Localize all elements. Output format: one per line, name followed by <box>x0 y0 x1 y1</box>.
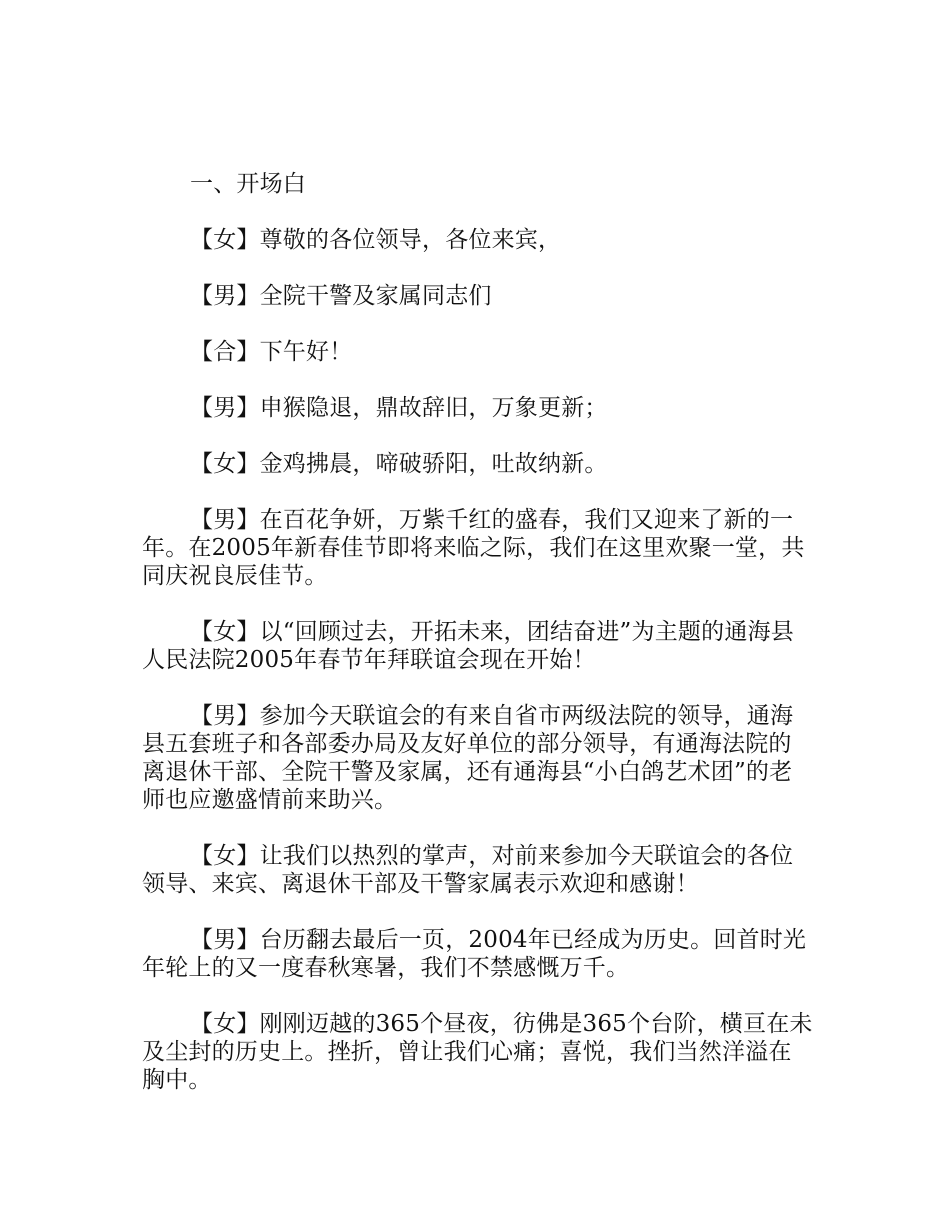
section-heading: 一、开场白 <box>190 171 306 197</box>
script-line: 【女】尊敬的各位领导，各位来宾， <box>190 227 562 253</box>
document-body <box>142 170 814 1122</box>
script-line: 【合】下午好！ <box>190 339 353 365</box>
script-line: 【女】让我们以热烈的掌声，对前来参加今天联谊会的各位领导、来宾、离退休干部及干警家属表示欢迎和感谢！ <box>142 843 794 897</box>
script-line: 【男】申猴隐退，鼎故辞旧，万象更新； <box>190 395 608 421</box>
script-line: 【女】刚刚迈越的365个昼夜，彷佛是365个台阶，横亘在未及尘封的历史上。挫折，曾让我们心痛；喜悦，我们当然洋溢在胸中。 <box>142 1011 813 1093</box>
script-line: 【女】金鸡拂晨，啼破骄阳，吐故纳新。 <box>190 451 608 477</box>
script-line: 【女】以“回顾过去，开拓未来，团结奋进”为主题的通海县人民法院2005年春节年拜联谊会现在开始！ <box>142 619 794 673</box>
script-line: 【男】全院干警及家属同志们 <box>190 283 492 309</box>
script-line: 【男】在百花争妍，万紫千红的盛春，我们又迎来了新的一年。在2005年新春佳节即将来临之际，我们在这里欢聚一堂，共同庆祝良辰佳节。 <box>142 507 805 589</box>
script-line: 【男】台历翻去最后一页，2004年已经成为历史。回首时光年轮上的又一度春秋寒暑，我们不禁感慨万千。 <box>142 927 807 981</box>
script-line: 【男】参加今天联谊会的有来自省市两级法院的领导，通海县五套班子和各部委办局及友好单位的部分领导，有通海法院的离退休干部、全院干警及家属，还有通海县“小白鸽艺术团”的老师也应邀盛情前来助兴。 <box>142 703 794 813</box>
